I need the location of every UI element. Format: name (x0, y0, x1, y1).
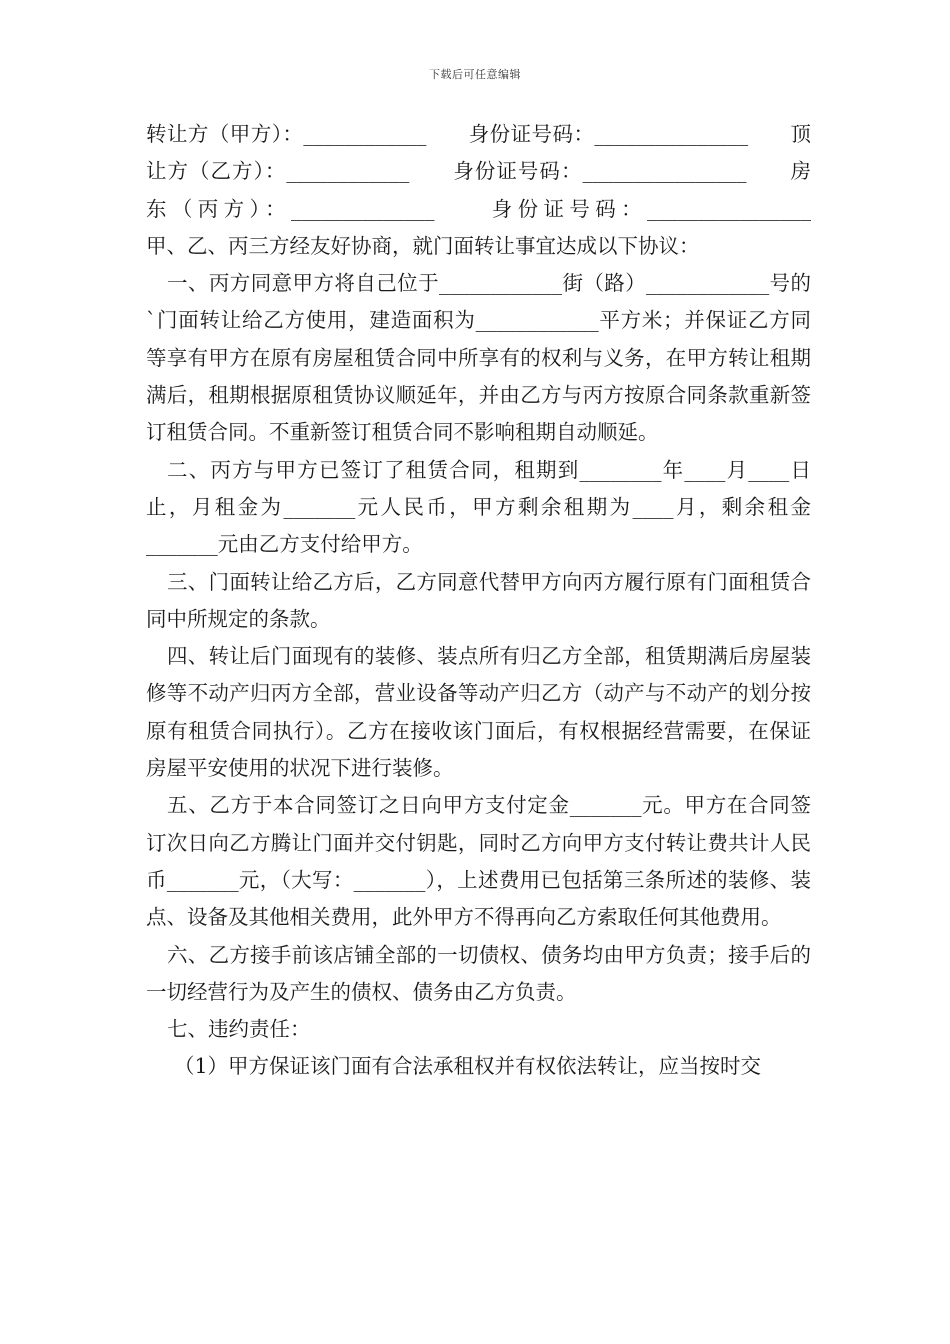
clause-3: 三、门面转让给乙方后，乙方同意代替甲方向丙方履行原有门面租赁合同中所规定的条款。 (146, 569, 811, 631)
contract-body (146, 116, 852, 1086)
clause-4: 四、转让后门面现有的装修、装点所有归乙方全部，租赁期满后房屋装修等不动产归丙方全部，营业设备等动产归乙方（动产与不动产的划分按原有租赁合同执行）。乙方在接收该门面后，有权根据经营需要，在保证房屋平安使用的状况下进行装修。 (146, 644, 811, 781)
clause-7-title: 七、违约责任： (167, 1017, 311, 1042)
page-header-note: 下载后可任意编辑 (429, 68, 521, 81)
parties-paragraph: 转让方（甲方）：____________ 身份证号码：_______________ 顶让方（乙方）：____________ 身份证号码：________________ 房东（丙方）：______________ 身份证号码：________________ 甲、乙、丙三方经友好协商，就门面转让事宜达成以下协议： (146, 122, 852, 258)
clause-5: 五、乙方于本合同签订之日向甲方支付定金_______元。甲方在合同签订次日向乙方腾让门面并交付钥匙，同时乙方向甲方支付转让费共计人民币_______元，（大写：_______），上述费用已包括第三条所述的装修、装点、设备及其他相关费用，此外甲方不得再向乙方索取任何其他费用。 (146, 793, 811, 930)
clause-2: 二、丙方与甲方已签订了租赁合同，租期到________年____月____日止，月租金为_______元人民币，甲方剩余租期为____月，剩余租金_______元由乙方支付给甲方。 (146, 457, 811, 557)
clause-6: 六、乙方接手前该店铺全部的一切债权、债务均由甲方负责；接手后的一切经营行为及产生的债权、债务由乙方负责。 (146, 942, 811, 1004)
clause-1: 一、丙方同意甲方将自己位于____________街（路）____________号的`门面转让给乙方使用，建造面积为____________平方米；并保证乙方同等享有甲方在原有房屋租赁合同中所享有的权利与义务，在甲方转让租期满后，租期根据原租赁协议顺延年，并由乙方与丙方按原合同条款重新签订租赁合同。不重新签订租赁合同不影响租期自动顺延。 (146, 271, 811, 445)
clause-7-item-1: （1）甲方保证该门面有合法承租权并有权依法转让，应当按时交 (174, 1054, 762, 1079)
